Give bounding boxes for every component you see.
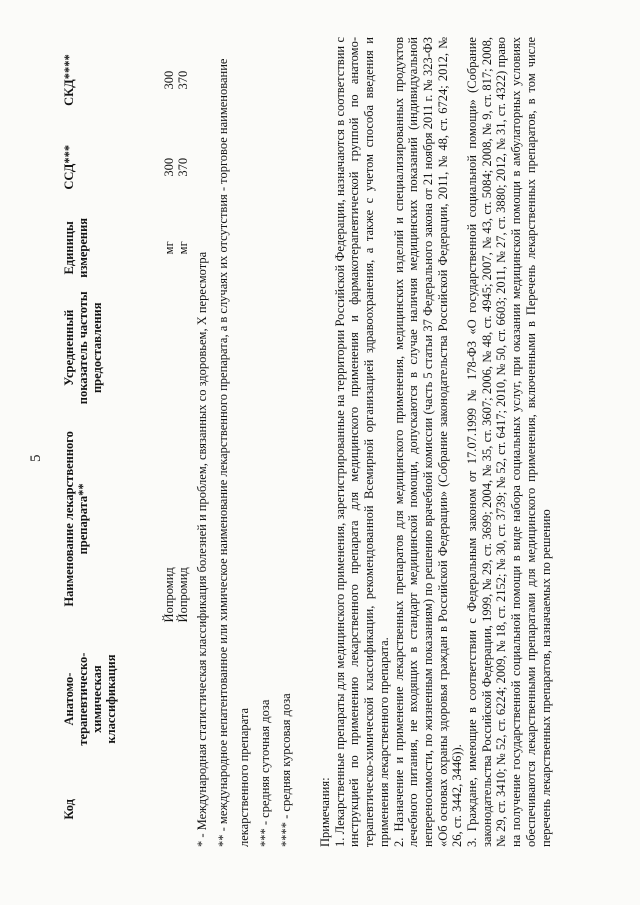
cell-unit: мг (162, 241, 176, 255)
cell-code (176, 772, 190, 847)
cell-ssd: 300 (162, 157, 176, 177)
cell-frequency (176, 284, 190, 411)
note-item: 1. Лекарственные препараты для медицинского применения, зарегистрированные на территории Российской Федерации, назначаются в соответствии с инструкцией по применению лекарственного препарата для медицинского применения и фармакотерапевтической группой по анатомо-терапевтическо-химической классификации, рекомендованной Всемирной организацией здравоохранения, а также с учетом способа введения и применения лекарственного препарата. (332, 37, 391, 847)
header-atc: Анатомо-терапевтическо-химическая классификация (62, 652, 118, 746)
cell-ssd: 370 (176, 157, 190, 177)
note-item: 2. Назначение и применение лекарственных препаратов для медицинского применения, медицинских изделий и специализированных продуктов лечебного питания, не входящих в стандарт медицинской помощи, допускаются в случае наличия медицинских показаний (индивидуальной непереносимости, по жизненным показаниям) по решению врачебной комиссии (часть 5 статьи 37 Федерального закона от 21 ноября 2011 г. № 323-ФЗ «Об основах охраны здоровья граждан в Российской Федерации» (Собрание законодательства Российской Федерации, 2011, № 48, ст. 6724; 2012, № 26, ст. 3442, 3446)). (391, 37, 465, 847)
footnote-daily-dose: *** - средняя суточная доза (258, 699, 272, 847)
notes-title: Примечания: (318, 777, 332, 847)
cell-skd: 300 (162, 70, 176, 90)
header-code: Код (62, 799, 76, 820)
footnote-course-dose: **** - средняя курсовая доза (279, 693, 293, 847)
cell-code (162, 772, 176, 847)
table-row (176, 37, 190, 847)
cell-drug-name: Йопромид (176, 567, 190, 623)
cell-atc (162, 626, 176, 771)
cell-skd: 370 (176, 70, 190, 90)
cell-atc (176, 626, 190, 771)
header-drug-name: Наименование лекарственного препарата** (62, 431, 90, 607)
note-item: 3. Граждане, имеющие в соответствии с Федеральным законом от 17.07.1999 № 178-ФЗ «О государственной социальной помощи» (Собрание законодательства Российской Федерации, 1999, № 29, ст. 3699; 2004, № 35, ст. 3607; 2006, № 48, ст. 4945; 2007, № 43, ст. 5084; 2008, № 9, ст. 817; 2008, № 29, ст. 3410; № 52, ст. 6224; 2009, № 18, ст. 2152; № 30, ст. 3739; № 52, ст. 6417; 2010, № 50, ст. 6603; 2011, № 27, ст. 3880; 2012, № 31, ст. 4322) право на получение государственной социальной помощи в виде набора социальных услуг, при оказании медицинской помощи в амбулаторных условиях обеспечиваются лекарственными препаратами для медицинского применения, включенными в Перечень лекарственных препаратов, в том числе перечень лекарственных препаратов, назначаемых по решению (465, 37, 553, 847)
footnote-icd: * - Международная статистическая классификация болезней и проблем, связанных со здоровьем, X пересмотра (195, 251, 209, 847)
page-number: 5 (28, 454, 44, 462)
notes-section (318, 37, 553, 847)
drug-table (60, 37, 190, 847)
cell-frequency (162, 284, 176, 411)
table-row (162, 37, 176, 847)
header-frequency: Усредненный показатель частоты предоставления (62, 291, 104, 405)
cell-unit: мг (176, 241, 190, 255)
table-header-row (60, 37, 120, 847)
cell-drug-name: Йопромид (162, 567, 176, 623)
header-unit: Единицы измерения (62, 217, 90, 278)
footnotes (192, 47, 297, 847)
header-ssd: ССД*** (62, 144, 76, 190)
footnote-inn: ** - международное непатентованное или химическое наименование лекарственного препарата, а в случаях их отсутствия - торговое наименование лекарственного препарата (216, 58, 251, 847)
header-skd: СКД**** (62, 54, 76, 106)
